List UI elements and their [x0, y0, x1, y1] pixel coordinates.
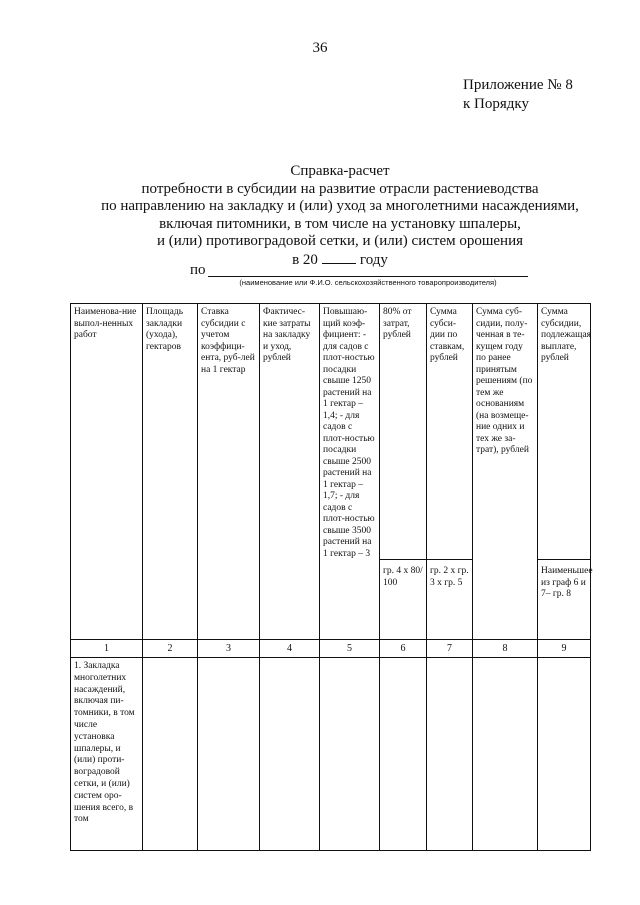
header-cell-7: Сумма субси-дии по ставкам, рублей гр. 2 x гр. 3 x гр. 5 — [427, 304, 473, 640]
table-cell — [538, 658, 591, 851]
header-cell-8: Сумма суб-сидии, полу-ченная в те-кущем году по ранее принятым решениям (по тем же основаниям (на возмеще-ние одних и тех же за-трат), рублей — [473, 304, 538, 640]
column-number: 4 — [260, 640, 320, 658]
table-cell — [260, 658, 320, 851]
appendix-line-1: Приложение № 8 — [463, 77, 573, 93]
table-row — [71, 658, 591, 851]
table-cell — [320, 658, 380, 851]
producer-name-line — [208, 276, 528, 277]
year-line — [60, 251, 620, 270]
row-1-name: 1. Закладка многолетних насаждений, включая пи-томники, в том числе установка шпалеры, и (или) проти-воградовой сетки, и (или) систем оро-шения всего, в том — [71, 658, 143, 851]
formula-col-6: гр. 4 x 80/ 100 — [383, 566, 423, 588]
page-number: 36 — [312, 40, 328, 56]
column-number: 5 — [320, 640, 380, 658]
producer-name-caption: (наименование или Ф.И.О. сельскохозяйственного товаропроизводителя) — [239, 278, 497, 287]
title-line-2: потребности в субсидии на развитие отрасли растениеводства — [141, 180, 539, 197]
title-line-1: Справка-расчет — [290, 163, 390, 179]
column-number: 6 — [380, 640, 427, 658]
column-number: 1 — [71, 640, 143, 658]
appendix-note — [463, 76, 573, 114]
calculation-table — [70, 303, 591, 851]
header-cell-3: Ставка субсидии с учетом коэффици-ента, руб-лей на 1 гектар — [198, 304, 260, 640]
title-line-4: включая питомники, в том числе на установку шпалеры, — [159, 215, 521, 232]
header-cell-6: 80% от затрат, рублей гр. 4 x 80/ 100 — [380, 304, 427, 640]
header-cell-2: Площадь закладки (ухода), гектаров — [143, 304, 198, 640]
document-title — [60, 163, 620, 269]
title-line-3: по направлению на закладку и (или) уход за многолетними насаждениями, — [101, 198, 579, 214]
year-blank — [322, 251, 356, 264]
header-cell-4: Фактичес-кие затраты на закладку и уход, рублей — [260, 304, 320, 640]
column-number: 2 — [143, 640, 198, 658]
header-cell-1: Наименова-ние выпол-ненных работ — [71, 304, 143, 640]
column-number: 9 — [538, 640, 591, 658]
table-cell — [143, 658, 198, 851]
header-cell-9: Сумма субсидии, подлежащая выплате, рублей Наименьшее из граф 6 и 7– гр. 8 — [538, 304, 591, 640]
table-cell — [198, 658, 260, 851]
column-number: 7 — [427, 640, 473, 658]
header-cell-5: Повышаю-щий коэф-фициент: - для садов с плот-ностью посадки свыше 1250 растений на 1 гектар – 1,4; - для садов с плот-ностью посадки свыше 2500 растений на 1 гектар – 1,7; - для садов с плот-ностью свыше 3500 растений на 1 гектар – 3 — [320, 304, 380, 640]
formula-col-7: гр. 2 x гр. 3 x гр. 5 — [430, 566, 469, 588]
year-prefix: в 20 — [292, 251, 318, 268]
column-number: 3 — [198, 640, 260, 658]
po-label: по — [190, 262, 206, 278]
title-line-5: и (или) противоградовой сетки, и (или) систем орошения — [156, 233, 524, 249]
appendix-line-2: к Порядку — [463, 96, 529, 112]
table-cell — [380, 658, 427, 851]
table-cell — [427, 658, 473, 851]
header-row — [71, 304, 591, 640]
column-numbers-row — [71, 640, 591, 658]
column-number: 8 — [473, 640, 538, 658]
year-suffix: году — [359, 251, 388, 268]
formula-col-9: Наименьшее из граф 6 и 7– гр. 8 — [541, 566, 593, 599]
table-cell — [473, 658, 538, 851]
